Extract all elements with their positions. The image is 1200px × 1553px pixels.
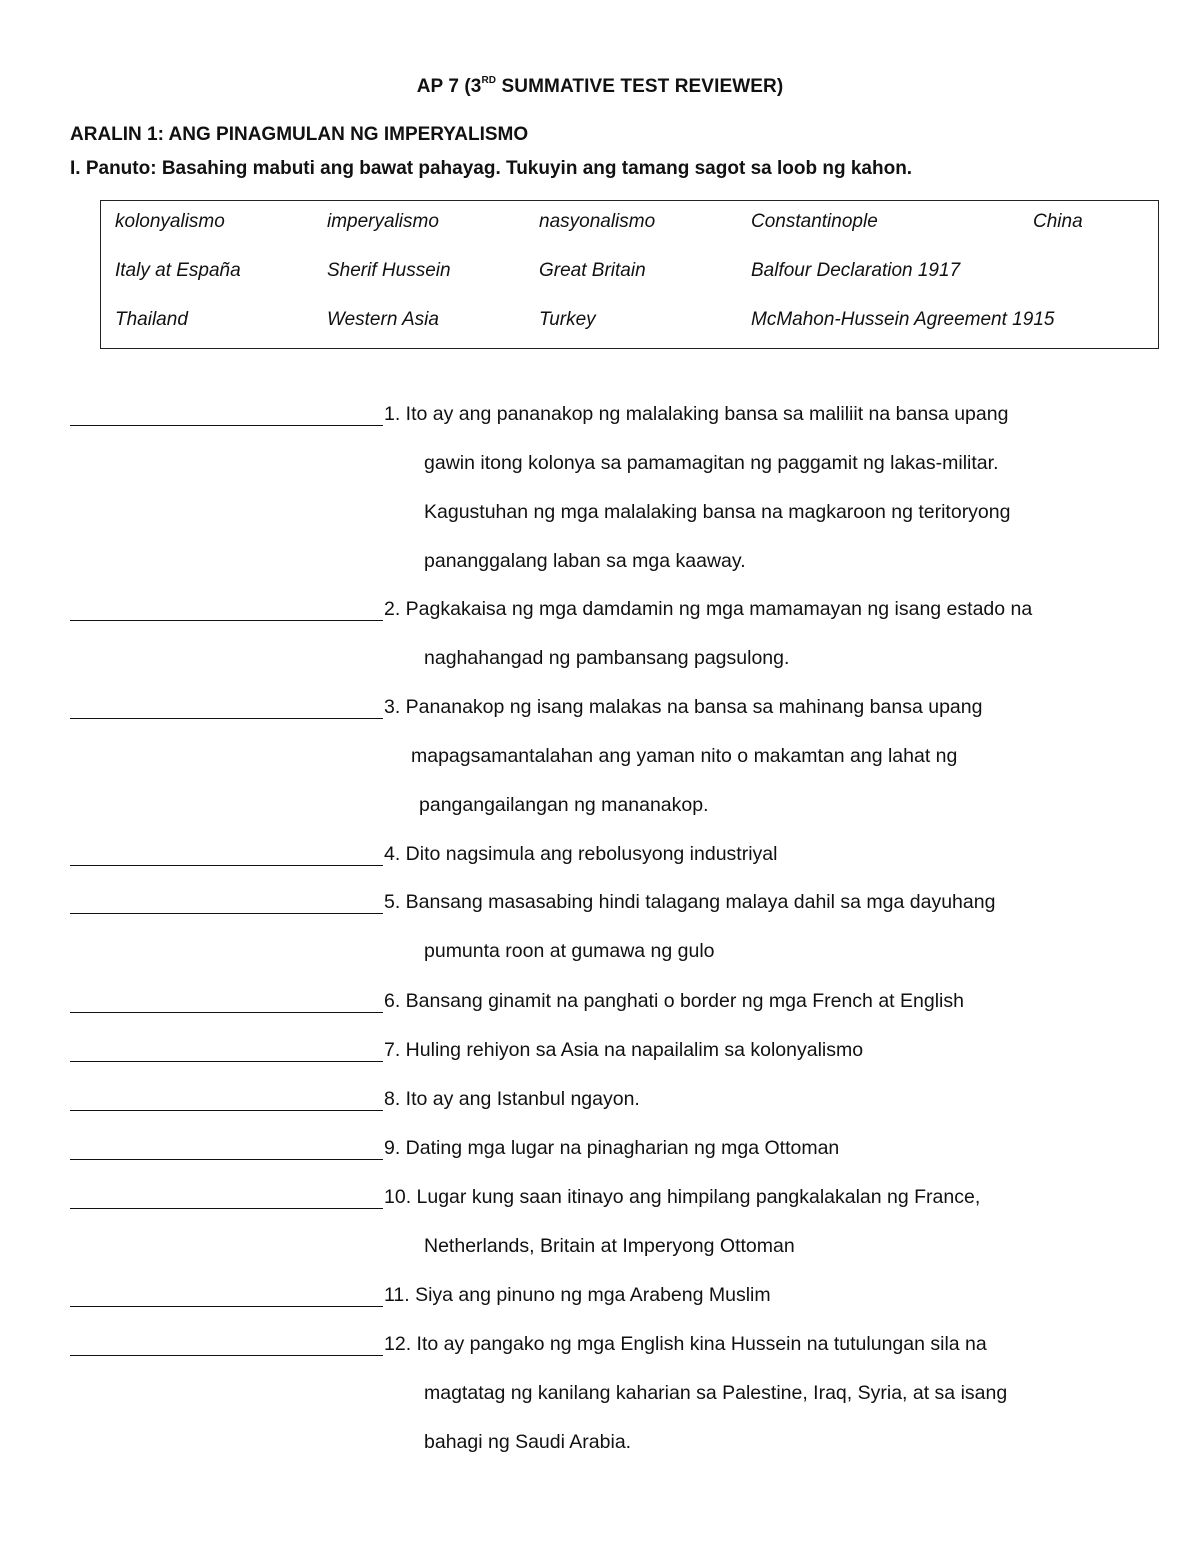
- word-bank-item: Thailand: [115, 309, 188, 330]
- question-line: Netherlands, Britain at Imperyong Ottoman: [424, 1235, 795, 1257]
- question-line: 12. Ito ay pangako ng mga English kina Hussein na tutulungan sila na: [384, 1333, 987, 1355]
- word-bank-item: Western Asia: [327, 309, 439, 330]
- word-bank-item: China: [1033, 211, 1083, 232]
- question-line: mapagsamantalahan ang yaman nito o makamtan ang lahat ng: [411, 745, 958, 767]
- page-title: [0, 76, 1200, 98]
- instruction-text: I. Panuto: Basahing mabuti ang bawat pahayag. Tukuyin ang tamang sagot sa loob ng kahon.: [70, 158, 913, 179]
- question-line: magtatag ng kanilang kaharian sa Palestine, Iraq, Syria, at sa isang: [424, 1382, 1008, 1404]
- title-superscript: RD: [481, 74, 497, 86]
- question-line: bahagi ng Saudi Arabia.: [424, 1431, 632, 1453]
- question-line: Kagustuhan ng mga malalaking bansa na magkaroon ng teritoryong: [424, 501, 1011, 523]
- answer-blank[interactable]: [70, 425, 383, 426]
- word-bank-item: kolonyalismo: [115, 211, 225, 232]
- lesson-heading: ARALIN 1: ANG PINAGMULAN NG IMPERYALISMO: [70, 124, 529, 145]
- question-line: 10. Lugar kung saan itinayo ang himpilang pangkalakalan ng France,: [384, 1186, 981, 1208]
- word-bank-item: Turkey: [539, 309, 596, 330]
- word-bank-item: Balfour Declaration 1917: [751, 260, 961, 281]
- question-line: pangangailangan ng mananakop.: [419, 794, 709, 816]
- word-bank-item: Italy at España: [115, 260, 241, 281]
- word-bank-item: Great Britain: [539, 260, 646, 281]
- question-line: 5. Bansang masasabing hindi talagang malaya dahil sa mga dayuhang: [384, 891, 996, 913]
- word-bank-item: nasyonalismo: [539, 211, 656, 232]
- question-line: 6. Bansang ginamit na panghati o border ng mga French at English: [384, 990, 964, 1012]
- question-line: 7. Huling rehiyon sa Asia na napailalim sa kolonyalismo: [384, 1039, 864, 1061]
- answer-blank[interactable]: [70, 1306, 383, 1307]
- word-bank-item: McMahon-Hussein Agreement 1915: [751, 309, 1055, 330]
- answer-blank[interactable]: [70, 1159, 383, 1160]
- answer-blank[interactable]: [70, 1012, 383, 1013]
- question-line: 8. Ito ay ang Istanbul ngayon.: [384, 1088, 640, 1110]
- word-bank-box: [100, 200, 1159, 349]
- question-line: gawin itong kolonya sa pamamagitan ng paggamit ng lakas-militar.: [424, 452, 999, 474]
- question-line: naghahangad ng pambansang pagsulong.: [424, 647, 790, 669]
- answer-blank[interactable]: [70, 1061, 383, 1062]
- question-line: 3. Pananakop ng isang malakas na bansa sa mahinang bansa upang: [384, 696, 983, 718]
- title-suffix: SUMMATIVE TEST REVIEWER): [496, 76, 784, 97]
- word-bank-item: imperyalismo: [327, 211, 439, 232]
- question-line: 2. Pagkakaisa ng mga damdamin ng mga mamamayan ng isang estado na: [384, 598, 1033, 620]
- question-line: 4. Dito nagsimula ang rebolusyong industriyal: [384, 843, 778, 865]
- question-line: 11. Siya ang pinuno ng mga Arabeng Muslim: [384, 1284, 771, 1306]
- answer-blank[interactable]: [70, 865, 383, 866]
- answer-blank[interactable]: [70, 718, 383, 719]
- answer-blank[interactable]: [70, 1110, 383, 1111]
- answer-blank[interactable]: [70, 1355, 383, 1356]
- word-bank-item: Sherif Hussein: [327, 260, 451, 281]
- title-prefix: AP 7 (3: [416, 76, 482, 97]
- answer-blank[interactable]: [70, 913, 383, 914]
- word-bank-item: Constantinople: [751, 211, 878, 232]
- answer-blank[interactable]: [70, 620, 383, 621]
- question-line: 9. Dating mga lugar na pinagharian ng mga Ottoman: [384, 1137, 840, 1159]
- answer-blank[interactable]: [70, 1208, 383, 1209]
- question-line: 1. Ito ay ang pananakop ng malalaking bansa sa maliliit na bansa upang: [384, 403, 1009, 425]
- question-line: pananggalang laban sa mga kaaway.: [424, 550, 746, 572]
- question-line: pumunta roon at gumawa ng gulo: [424, 940, 715, 962]
